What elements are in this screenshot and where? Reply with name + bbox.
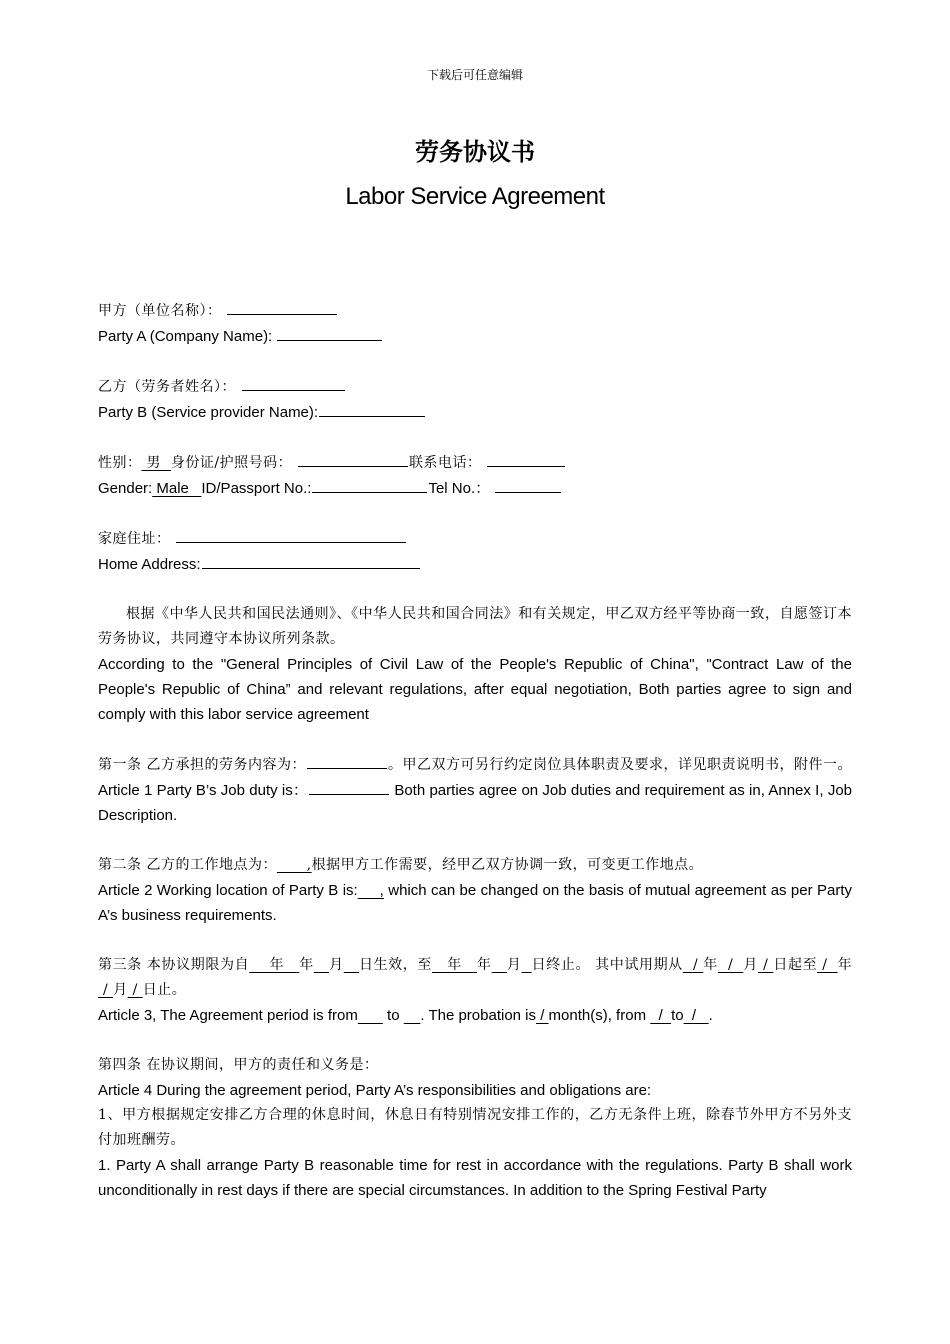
article2-cn-b: 根据甲方工作需要，经甲乙双方协调一致，可变更工作地点。 xyxy=(311,857,704,873)
article1-en xyxy=(98,778,852,828)
article1-en-b: Both parties agree on Job duties and requirement as in, Annex I, Job Description. xyxy=(98,782,852,824)
article3-en xyxy=(98,1003,852,1028)
gender-cn-value[interactable]: 男 xyxy=(141,455,171,471)
article3-cn-blank[interactable]: / xyxy=(817,957,838,973)
party-a-en-line xyxy=(98,324,852,349)
address-en-label: Home Address: xyxy=(98,556,201,573)
party-b-cn-line xyxy=(98,374,852,400)
article3-cn-text: 年 xyxy=(837,957,853,973)
article3-cn-text: 月 xyxy=(506,957,522,973)
address-en-line xyxy=(98,552,852,577)
article3-cn-blank[interactable]: / xyxy=(127,982,143,998)
article2-cn xyxy=(98,853,852,878)
article1-cn xyxy=(98,752,852,778)
article2-en-b: which can be changed on the basis of mutual agreement as per Party A’s business requirements. xyxy=(98,882,852,924)
article3-cn-blank[interactable]: / xyxy=(98,982,114,998)
article1-cn-a: 第一条 乙方承担的劳务内容为： xyxy=(98,757,306,773)
article3-cn-text: 日止。 xyxy=(142,982,187,998)
article3-cn-text: 月 xyxy=(113,982,128,998)
header-note: 下载后可任意编辑 xyxy=(426,68,523,82)
article1-en-a: Article 1 Party B’s Job duty is： xyxy=(98,782,309,799)
article3-cn-text: 月 xyxy=(329,957,344,973)
article3-en-to-label: to xyxy=(382,1007,404,1024)
party-b-en-line xyxy=(98,400,852,425)
article3-cn-text: 日终止。 其中试用期从 xyxy=(531,957,683,973)
address-cn-blank[interactable] xyxy=(176,526,406,543)
article2-en xyxy=(98,878,852,928)
intro-en: According to the "General Principles of Civil Law of the People's Republic of China", "Contract Law of the People's Republic of China” and relevant regulations, after equal negotiation, Both parties agree to sign and comply with this labor service agreement xyxy=(98,656,852,723)
article3-cn-blank[interactable]: / xyxy=(717,957,744,973)
gender-en-value[interactable]: Male xyxy=(152,480,202,497)
tel-en-label: Tel No.： xyxy=(428,480,491,497)
gender-cn-label: 性别： xyxy=(98,455,142,471)
article3-cn-text: 月 xyxy=(743,957,758,973)
article3-cn-blank[interactable]: 年 xyxy=(249,957,300,973)
party-b-cn-label: 乙方（劳务者姓名）： xyxy=(98,379,236,395)
article3-cn-blank[interactable] xyxy=(344,957,359,973)
article3-cn xyxy=(98,953,852,1003)
article1-en-blank[interactable] xyxy=(309,778,389,795)
article2-en-a: Article 2 Working location of Party B is: xyxy=(98,882,358,899)
article3-cn-blank[interactable] xyxy=(521,957,531,973)
party-b-cn-blank[interactable] xyxy=(242,374,345,391)
article4-item1-en: 1. Party A shall arrange Party B reasonable time for rest in accordance with the regulations. Party B shall work unconditionally in rest days if there are special circumstances. In addition to the Spring Festival Party xyxy=(98,1157,852,1199)
article1-cn-b: 。甲乙双方可另行约定岗位具体职责及要求，详见职责说明书，附件一。 xyxy=(387,757,852,773)
article3-en-end: . xyxy=(708,1007,713,1024)
article4-cn: 第四条 在协议期间，甲方的责任和义务是： xyxy=(98,1057,379,1073)
title-chinese: 劳务协议书 xyxy=(415,137,535,166)
address-cn-line xyxy=(98,526,852,552)
id-en-label: ID/Passport No.: xyxy=(201,480,312,497)
article3-en-a: Article 3, The Agreement period is from xyxy=(98,1007,358,1024)
article3-cn-blank[interactable]: / xyxy=(758,957,774,973)
article3-cn-text: 年 xyxy=(703,957,718,973)
gender-en-line xyxy=(98,476,852,501)
gender-en-label: Gender: xyxy=(98,480,153,497)
id-en-blank[interactable] xyxy=(312,476,427,493)
article3-en-pfrom-blank[interactable]: / xyxy=(650,1007,672,1024)
article3-cn-text: 第三条 本协议期限为自 xyxy=(98,957,250,973)
article1-cn-blank[interactable] xyxy=(307,752,387,769)
intro-cn: 根据《中华人民共和国民法通则》、《中华人民共和国合同法》和有关规定，甲乙双方经平等协商一致，自愿签订本劳务协议，共同遵守本协议所列条款。 xyxy=(98,606,852,647)
article3-en-from-blank[interactable] xyxy=(358,1007,383,1024)
party-b-en-label: Party B (Service provider Name): xyxy=(98,404,319,421)
article3-en-pto-label: to xyxy=(671,1007,684,1024)
address-cn-label: 家庭住址： xyxy=(98,531,171,547)
article3-cn-blank[interactable] xyxy=(314,957,329,973)
tel-en-blank[interactable] xyxy=(495,476,561,493)
party-b-en-blank[interactable] xyxy=(319,400,425,417)
party-a-cn-label: 甲方（单位名称）： xyxy=(98,303,222,319)
article4-en: Article 4 During the agreement period, Party A’s responsibilities and obligations are: xyxy=(98,1082,652,1099)
article3-cn-text: 年 xyxy=(299,957,314,973)
article3-cn-text: 日生效，至 xyxy=(358,957,433,973)
id-cn-label: 身份证/护照号码： xyxy=(170,455,293,471)
article3-en-months-label: month(s), from xyxy=(548,1007,651,1024)
id-cn-blank[interactable] xyxy=(298,450,408,467)
article3-cn-blank[interactable] xyxy=(492,957,507,973)
address-en-blank[interactable] xyxy=(202,552,420,569)
article3-en-probation-label: . The probation is xyxy=(420,1007,537,1024)
article2-cn-a: 第二条 乙方的工作地点为： xyxy=(98,857,277,873)
document-body xyxy=(98,298,852,1203)
article3-en-to-blank[interactable] xyxy=(404,1007,421,1024)
tel-cn-blank[interactable] xyxy=(487,450,565,467)
gender-cn-line xyxy=(98,450,852,476)
party-a-cn-line xyxy=(98,298,852,324)
article4-item1-cn: 1、甲方根据规定安排乙方合理的休息时间，休息日有特别情况安排工作的，乙方无条件上班，除春节外甲方不另外支付加班酬劳。 xyxy=(98,1107,852,1148)
article3-en-pto-blank[interactable]: / xyxy=(683,1007,709,1024)
article3-cn-blank[interactable]: 年 xyxy=(432,957,478,973)
article3-cn-text: 日起至 xyxy=(773,957,818,973)
article3-cn-blank[interactable]: / xyxy=(682,957,704,973)
article2-cn-blank[interactable]: , xyxy=(276,857,312,873)
party-a-cn-blank[interactable] xyxy=(227,298,337,315)
article3-cn-text: 年 xyxy=(477,957,492,973)
tel-cn-label: 联系电话： xyxy=(409,455,482,471)
article3-en-probation-blank[interactable]: / xyxy=(536,1007,549,1024)
title-english: Labor Service Agreement xyxy=(345,183,605,210)
party-a-en-label: Party A (Company Name): xyxy=(98,328,273,345)
article2-en-blank[interactable]: , xyxy=(357,882,384,899)
party-a-en-blank[interactable] xyxy=(277,324,382,341)
